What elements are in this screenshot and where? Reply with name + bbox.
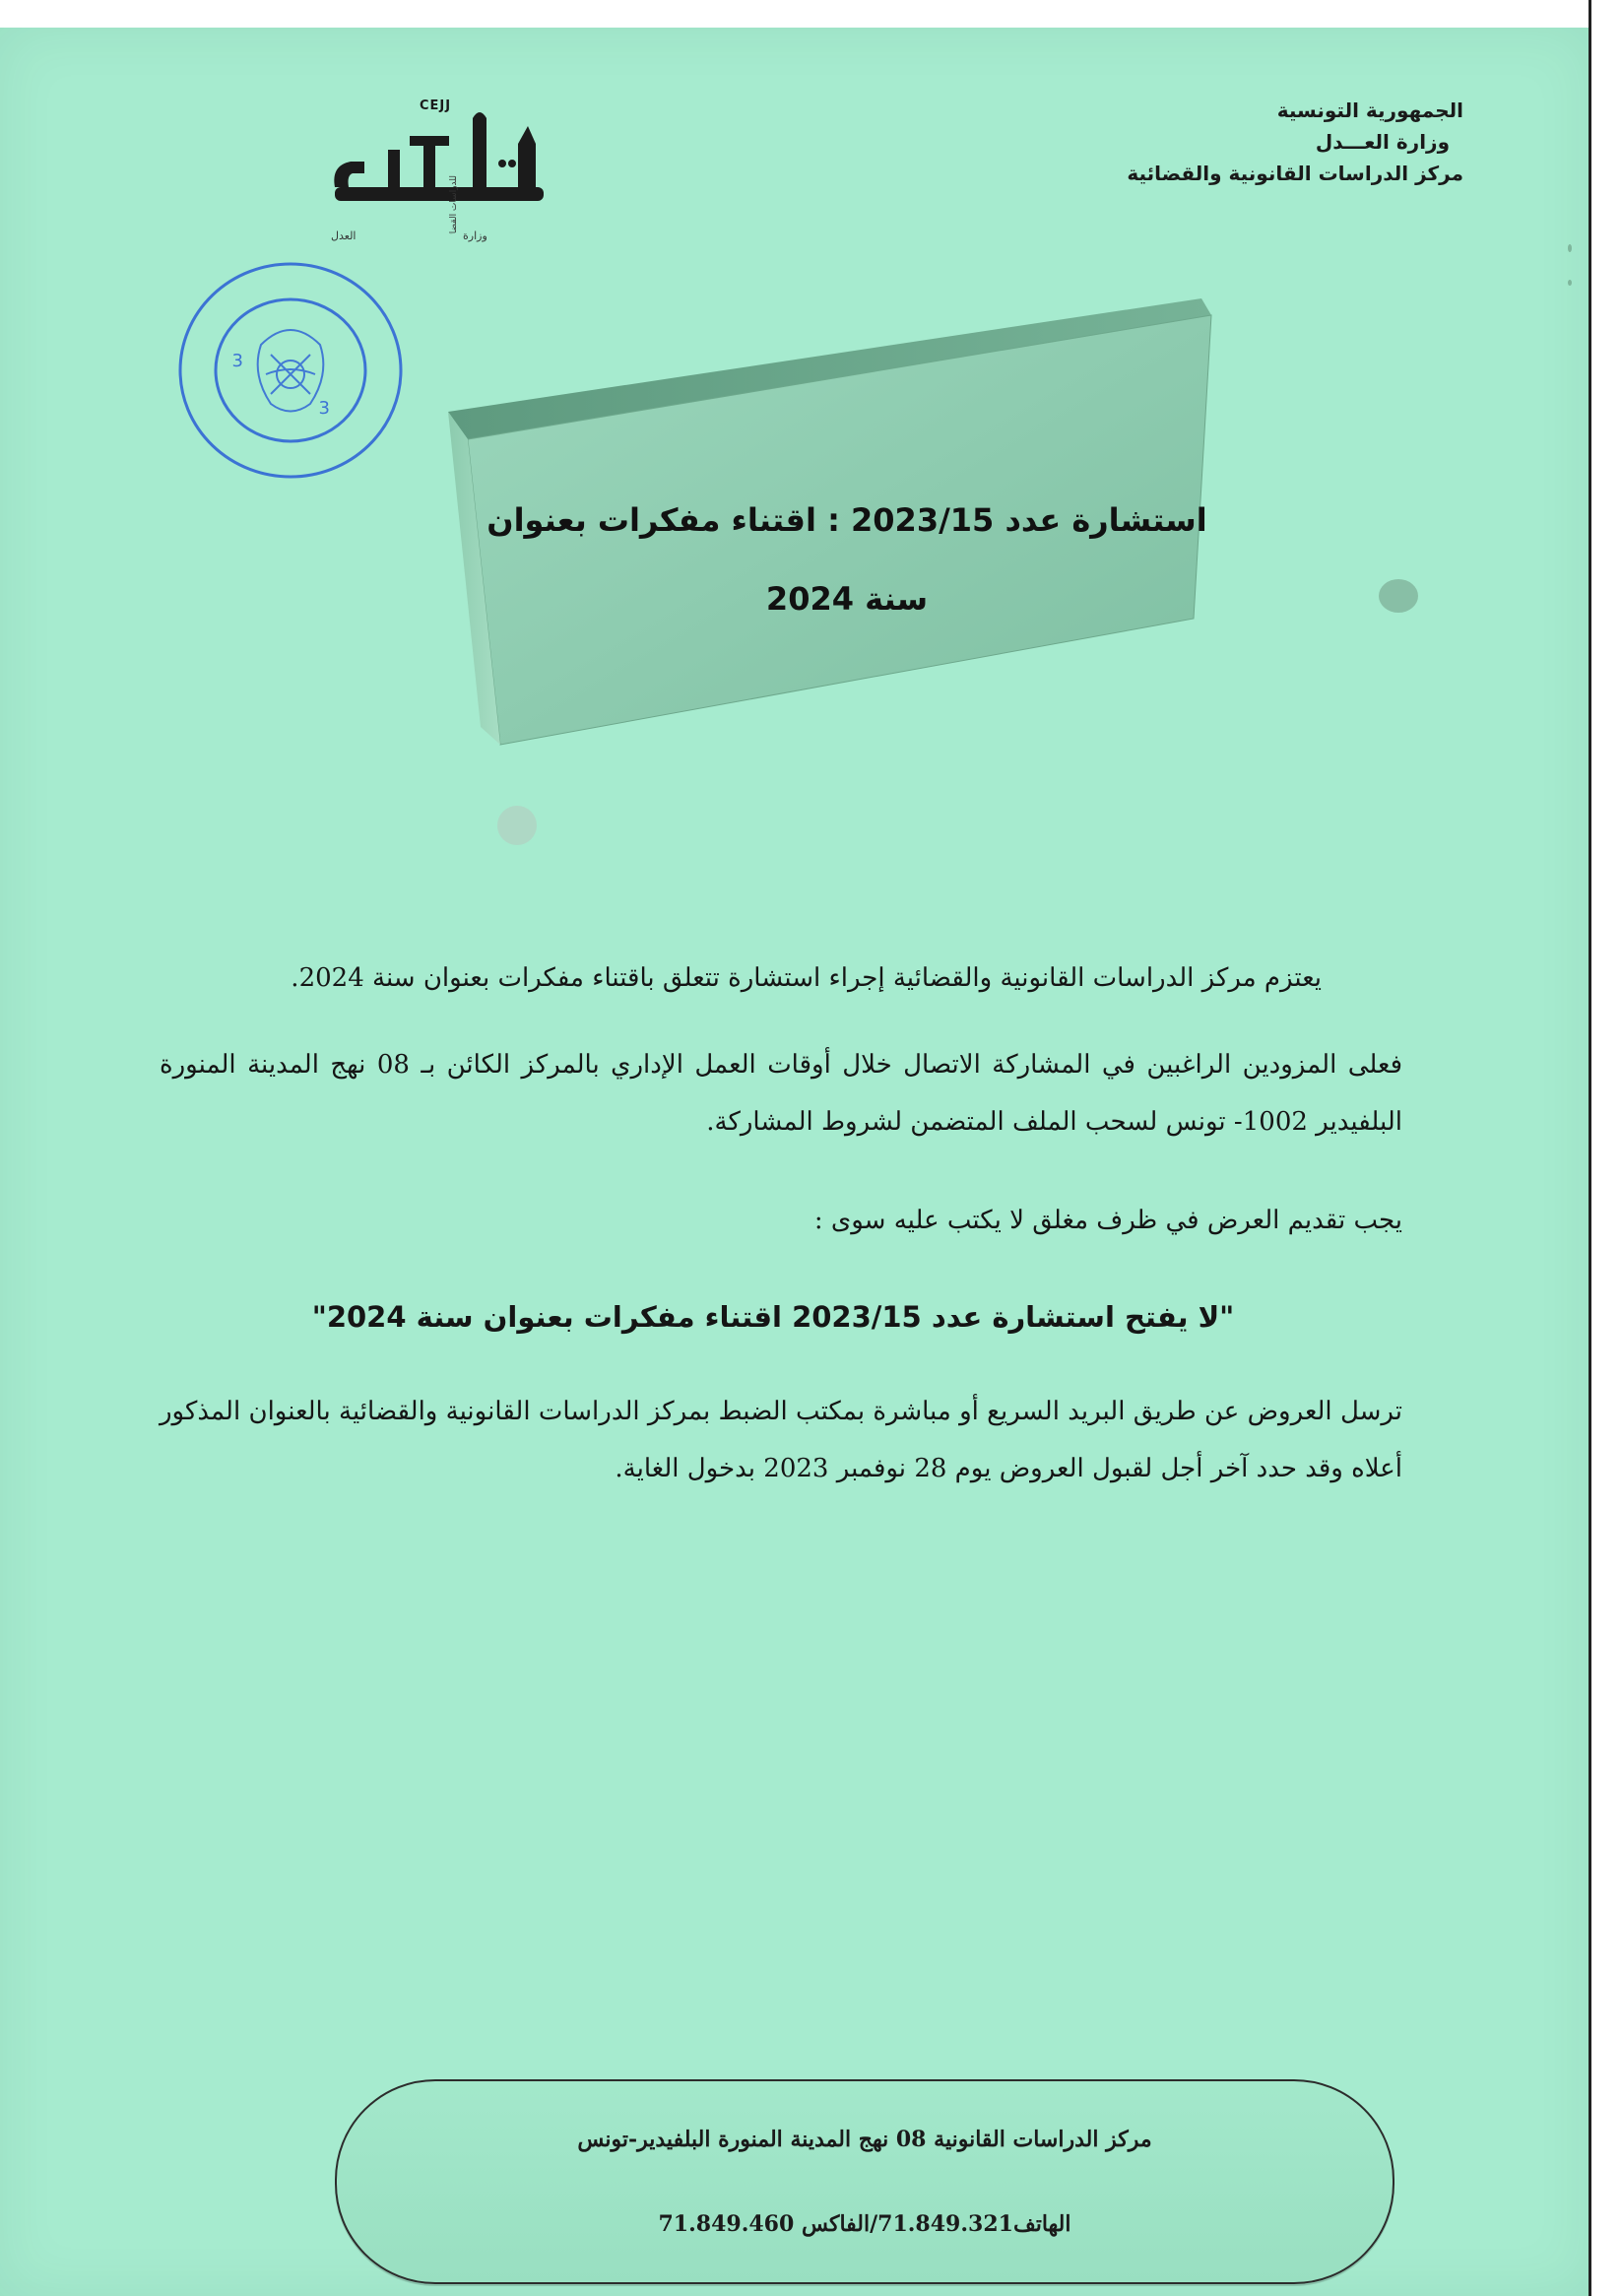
letterhead-country: الجمهورية التونسية — [1276, 98, 1463, 122]
title-line-1: استشارة عدد 2023/15 : اقتناء مفكرات بعنوان — [486, 501, 1207, 539]
footer-contact-box — [335, 2079, 1394, 2284]
ministry-logo — [325, 97, 561, 254]
letterhead-center: مركز الدراسات القانونية والقضائية — [1127, 162, 1463, 185]
title-line-2: سنة 2024 — [765, 580, 929, 618]
paragraph-intro: يعتزم مركز الدراسات القانونية والقضائية إجراء استشارة تتعلق باقتناء مفكرات بعنوان سنة 2024. — [291, 963, 1322, 993]
logo-caption-left: وزارة — [463, 230, 487, 242]
logo-acronym: CEJJ — [420, 98, 452, 113]
scan-mark — [497, 806, 537, 845]
stamp-outer-text — [172, 256, 181, 261]
paragraph-submission: ترسل العروض عن طريق البريد السريع أو مباشرة بمكتب الضبط بمركز الدراسات القانونية والقضائية بالعنوان المذكور أعلاه وقد حدد آخر أجل لقبول العروض يوم 28 نوفمبر 2023 بدخول الغاية. — [160, 1397, 1402, 1483]
stamp-number-right: 3 — [318, 398, 330, 419]
scan-mark — [1568, 244, 1572, 252]
envelope-inscription: "لا يفتح استشارة عدد 2023/15 اقتناء مفكرات بعنوان سنة 2024" — [311, 1300, 1235, 1334]
stamp-number-left: 3 — [231, 351, 243, 371]
svg-text:للدراسات القضائية: للدراسات القضائية — [449, 175, 459, 234]
footer-address: مركز الدراسات القانونية 08 نهج المدينة المنورة البلفيدير-تونس — [577, 2127, 1152, 2152]
svg-text:وزارة العدل * مركز الدراسات ال — [172, 256, 181, 261]
scan-border — [1589, 0, 1621, 2296]
consultation-title — [473, 481, 1221, 638]
paragraph-envelope: يجب تقديم العرض في ظرف مغلق لا يكتب عليه سوى : — [813, 1206, 1402, 1235]
logo-caption-right: العدل — [331, 230, 357, 242]
scan-mark — [1379, 579, 1418, 613]
letterhead — [873, 95, 1463, 189]
letterhead-ministry: وزارة العـــدل — [1315, 130, 1450, 154]
official-stamp — [172, 256, 409, 485]
stamp-seal-icon — [172, 256, 409, 485]
logo-emblem-icon — [325, 97, 561, 234]
paragraph-suppliers: فعلى المزودين الراغبين في المشاركة الاتصال خلال أوقات العمل الإداري بالمركز الكائن بـ 08 نهج المدينة المنورة البلفيدير 1002- تونس لسحب الملف المتضمن لشروط المشاركة. — [160, 1050, 1403, 1137]
document-page — [0, 28, 1591, 2296]
footer-phone-fax: الهاتف71.849.321/الفاكس 71.849.460 — [658, 2211, 1071, 2237]
scan-mark — [1568, 280, 1572, 286]
